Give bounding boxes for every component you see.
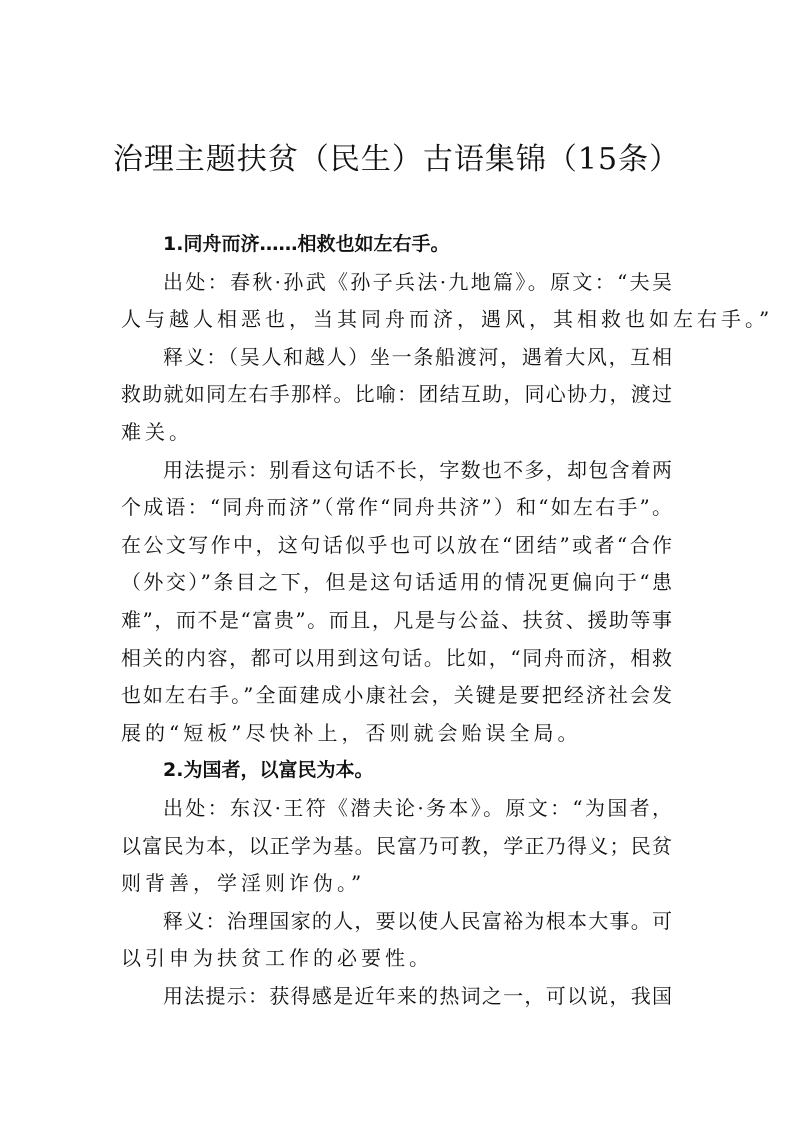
text-line: 难”，而不是“富贵”。而且，凡是与公益、扶贫、援助等事 (121, 607, 672, 632)
text-line: 用法提示：别看这句话不长，字数也不多，却包含着两 (163, 457, 672, 482)
text-line: 以富民为本，以正学为基。民富乃可教，学正乃得义；民贫 (121, 833, 672, 858)
text-line: 在公文写作中，这句话似乎也可以放在“团结”或者“合作 (121, 532, 672, 557)
document-body (121, 226, 774, 1015)
section-2 (121, 752, 672, 1015)
text-line: 人与越人相恶也，当其同舟而济，遇风，其相救也如左右手。” (121, 307, 774, 332)
usage-paragraph (121, 978, 672, 1016)
text-line: 救助就如同左右手那样。比喻：团结互助，同心协力，渡过 (121, 382, 672, 407)
text-line: （外交）”条目之下，但是这句话适用的情况更偏向于“患 (121, 570, 672, 595)
usage-paragraph (121, 452, 672, 753)
text-line: 个成语：“同舟而济”（常作“同舟共济”）和“如左右手”。 (121, 495, 672, 520)
section-heading: 2.为国者，以富民为本。 (163, 759, 374, 782)
text-line: 相关的内容，都可以用到这句话。比如，“同舟而济，相救 (121, 645, 672, 670)
source-paragraph (121, 264, 774, 339)
text-line: 出处：春秋·孙武《孙子兵法·九地篇》。原文：“夫吴 (163, 269, 672, 294)
text-line: 释义：治理国家的人，要以使人民富裕为根本大事。可 (163, 908, 672, 933)
text-line: 释义：（吴人和越人）坐一条船渡河，遇着大风，互相 (163, 344, 672, 369)
text-line: 难关。 (121, 419, 193, 444)
document-title: 治理主题扶贫（民生）古语集锦（15条） (112, 142, 681, 177)
text-line: 出处：东汉·王符《潜夫论·务本》。原文：“为国者， (163, 795, 672, 820)
text-line: 则背善，学淫则诈伪。” (121, 871, 366, 896)
meaning-paragraph (121, 903, 672, 978)
section-heading: 1.同舟而济……相救也如左右手。 (163, 233, 450, 255)
section-1 (121, 226, 774, 752)
text-line: 用法提示：获得感是近年来的热词之一，可以说，我国 (163, 983, 672, 1008)
source-paragraph (121, 790, 672, 903)
text-line: 以引申为扶贫工作的必要性。 (121, 946, 433, 971)
text-line: 也如左右手。”全面建成小康社会，关键是要把经济社会发 (121, 683, 672, 708)
meaning-paragraph (121, 339, 672, 452)
text-line: 展的“短板”尽快补上，否则就会贻误全局。 (121, 720, 582, 745)
